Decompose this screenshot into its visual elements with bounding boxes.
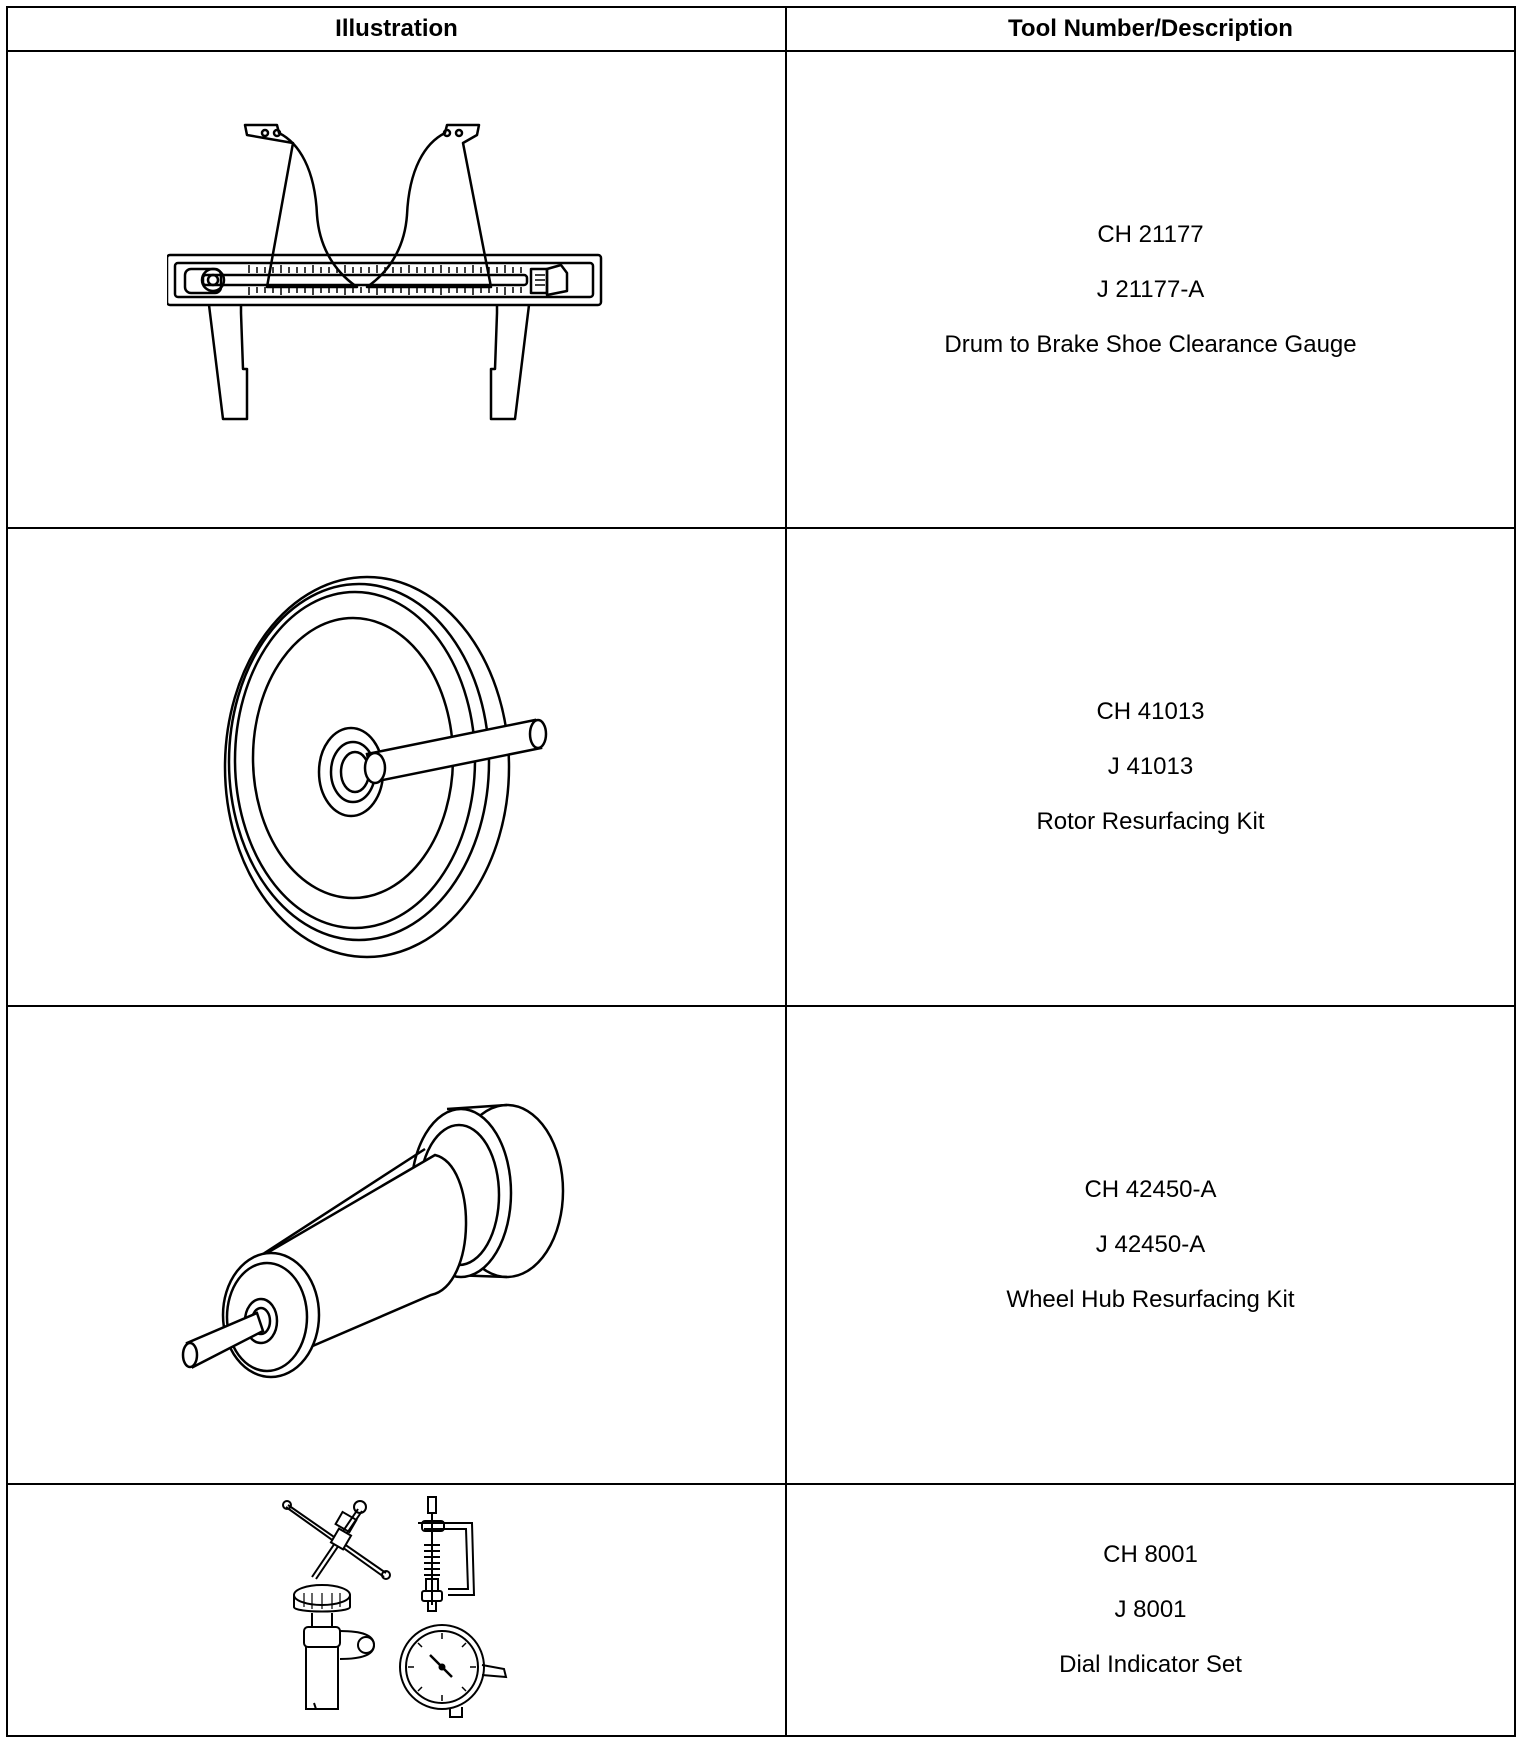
description-cell: [786, 1006, 1515, 1484]
table-row: [7, 1484, 1515, 1736]
description-cell: [786, 51, 1515, 528]
magnetic-base-icon: [294, 1585, 374, 1709]
tool-description: Rotor Resurfacing Kit: [1036, 808, 1265, 836]
brake-clearance-gauge-icon: [167, 119, 627, 459]
description-cell: [786, 528, 1515, 1006]
table-header-row: [7, 7, 1515, 51]
description-cell: [786, 1484, 1515, 1736]
wheel-hub-resurfacing-kit-icon: [177, 1095, 617, 1395]
illustration-cell: [7, 528, 786, 1006]
ch-tool-number: CH 41013: [1096, 698, 1205, 726]
illustration-cell: [7, 51, 786, 528]
dial-indicator-icon: [400, 1625, 506, 1717]
ch-tool-number: CH 42450-A: [1084, 1176, 1217, 1204]
table-row: [7, 528, 1515, 1006]
table-row: [7, 1006, 1515, 1484]
illustration-cell: [7, 1484, 786, 1736]
illustration-column-header: Illustration: [7, 7, 786, 51]
table-row: [7, 51, 1515, 528]
rotor-resurfacing-kit-icon: [217, 572, 577, 962]
j-tool-number: J 8001: [1114, 1596, 1187, 1624]
j-tool-number: J 42450-A: [1095, 1231, 1206, 1259]
tool-description: Wheel Hub Resurfacing Kit: [1006, 1286, 1295, 1314]
illustration-cell: [7, 1006, 786, 1484]
cross-rod-icon: [283, 1501, 390, 1579]
c-clamp-icon: [418, 1497, 474, 1611]
special-tools-table: [6, 6, 1516, 1737]
ch-tool-number: CH 21177: [1097, 220, 1204, 248]
ch-tool-number: CH 8001: [1103, 1541, 1198, 1569]
tool-description: Dial Indicator Set: [1059, 1651, 1242, 1679]
description-column-header: Tool Number/Description: [786, 7, 1515, 51]
tool-description: Drum to Brake Shoe Clearance Gauge: [944, 330, 1357, 358]
j-tool-number: J 21177-A: [1096, 275, 1205, 303]
dial-indicator-set-icon: [282, 1495, 512, 1725]
j-tool-number: J 41013: [1107, 753, 1194, 781]
